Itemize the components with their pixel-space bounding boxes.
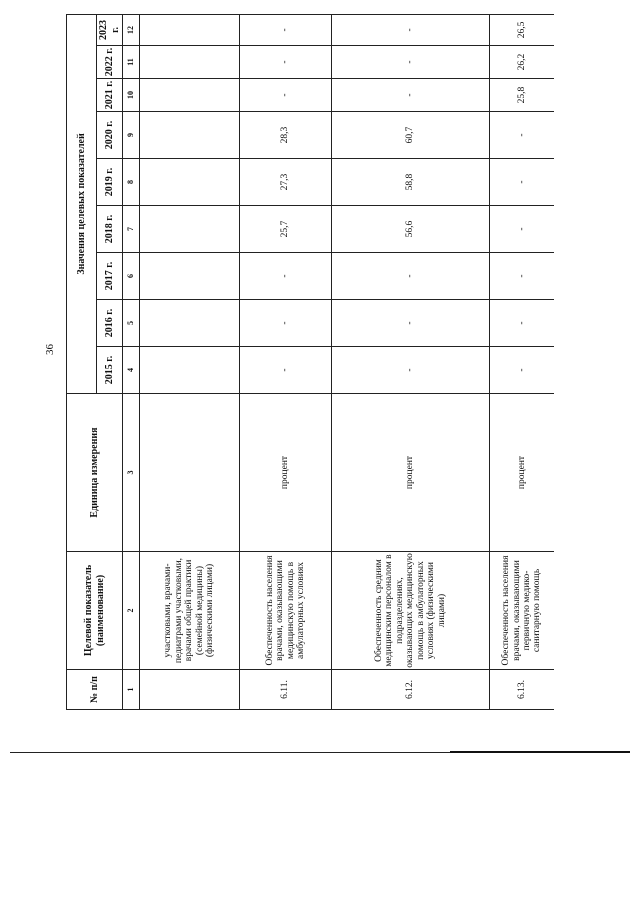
- column-number: 8: [123, 159, 140, 206]
- row-value: [140, 206, 240, 253]
- row-value: -: [332, 79, 490, 112]
- row-value: -: [490, 347, 555, 394]
- header-year: 2018 г.: [97, 206, 123, 253]
- row-indicator-name: Обеспеченность населения врачами, оказывающими первичную медико-санитарную помощь: [490, 552, 555, 670]
- column-number: 9: [123, 112, 140, 159]
- header-num: № п/п: [67, 670, 123, 710]
- column-number: 4: [123, 347, 140, 394]
- row-value: -: [240, 79, 332, 112]
- table-row: [240, 14, 332, 709]
- row-value: -: [490, 159, 555, 206]
- header-year: 2022 г.: [97, 46, 123, 79]
- row-value: 56,6: [332, 206, 490, 253]
- row-value: -: [332, 300, 490, 347]
- row-num: 6.11.: [240, 670, 332, 710]
- column-number: 10: [123, 79, 140, 112]
- page-separator-line: [10, 752, 630, 753]
- row-indicator-name: участковыми, врачами-педиатрами участковыми, врачами общей практики (семейной медицины) (физическими лицами): [140, 552, 240, 670]
- row-value: [140, 300, 240, 347]
- row-value: -: [490, 300, 555, 347]
- row-value: [140, 253, 240, 300]
- indicator-table: [66, 14, 554, 710]
- column-number-row: [123, 14, 140, 709]
- header-year: 2020 г.: [97, 112, 123, 159]
- column-number: 11: [123, 46, 140, 79]
- row-value: 26,5: [490, 14, 555, 45]
- row-value: -: [332, 46, 490, 79]
- row-value: [140, 46, 240, 79]
- row-value: -: [490, 206, 555, 253]
- row-value: -: [332, 14, 490, 45]
- row-unit: процент: [332, 394, 490, 552]
- row-value: -: [490, 253, 555, 300]
- row-indicator-name: Обеспеченность населения врачами, оказывающими медицинскую помощь в амбулаторных условиях: [240, 552, 332, 670]
- row-value: -: [240, 253, 332, 300]
- row-value: 25,8: [490, 79, 555, 112]
- column-number: 3: [123, 394, 140, 552]
- column-number: 6: [123, 253, 140, 300]
- row-value: 26,2: [490, 46, 555, 79]
- row-value: 60,7: [332, 112, 490, 159]
- indicator-table-wrapper: [66, 15, 554, 710]
- table-row: [332, 14, 490, 709]
- header-year: 2021 г.: [97, 79, 123, 112]
- page-number: 36: [44, 344, 56, 355]
- row-value: -: [240, 14, 332, 45]
- header-year: 2015 г.: [97, 347, 123, 394]
- table-row: [140, 14, 240, 709]
- row-num: 6.12.: [332, 670, 490, 710]
- row-value: [140, 112, 240, 159]
- row-value: -: [332, 347, 490, 394]
- row-unit: [140, 394, 240, 552]
- row-value: 25,7: [240, 206, 332, 253]
- row-value: -: [332, 253, 490, 300]
- row-unit: процент: [240, 394, 332, 552]
- header-indicator: Целевой показатель (наименование): [67, 552, 123, 670]
- row-value: -: [240, 347, 332, 394]
- header-year: 2017 г.: [97, 253, 123, 300]
- row-value: [140, 347, 240, 394]
- column-number: 2: [123, 552, 140, 670]
- row-indicator-name: Обеспеченность средним медицинским персоналом в подразделениях, оказывающих медицинскую помощь в амбулаторных условиях (физическими лицами): [332, 552, 490, 670]
- column-number: 5: [123, 300, 140, 347]
- row-value: -: [490, 112, 555, 159]
- header-year: 2016 г.: [97, 300, 123, 347]
- row-value: -: [240, 300, 332, 347]
- row-value: -: [240, 46, 332, 79]
- row-value: [140, 79, 240, 112]
- header-year: 2019 г.: [97, 159, 123, 206]
- row-num: [140, 670, 240, 710]
- column-number: 1: [123, 670, 140, 710]
- column-number: 12: [123, 14, 140, 45]
- row-unit: процент: [490, 394, 555, 552]
- row-value: 28,3: [240, 112, 332, 159]
- row-value: [140, 159, 240, 206]
- header-year: 2023 г.: [97, 14, 123, 45]
- header-values-group: Значения целевых показателей: [67, 14, 97, 393]
- column-number: 7: [123, 206, 140, 253]
- row-num: 6.13.: [490, 670, 555, 710]
- header-unit: Единица измерения: [67, 394, 123, 552]
- row-value: [140, 14, 240, 45]
- row-value: 58,8: [332, 159, 490, 206]
- table-row: [490, 14, 555, 709]
- row-value: 27,3: [240, 159, 332, 206]
